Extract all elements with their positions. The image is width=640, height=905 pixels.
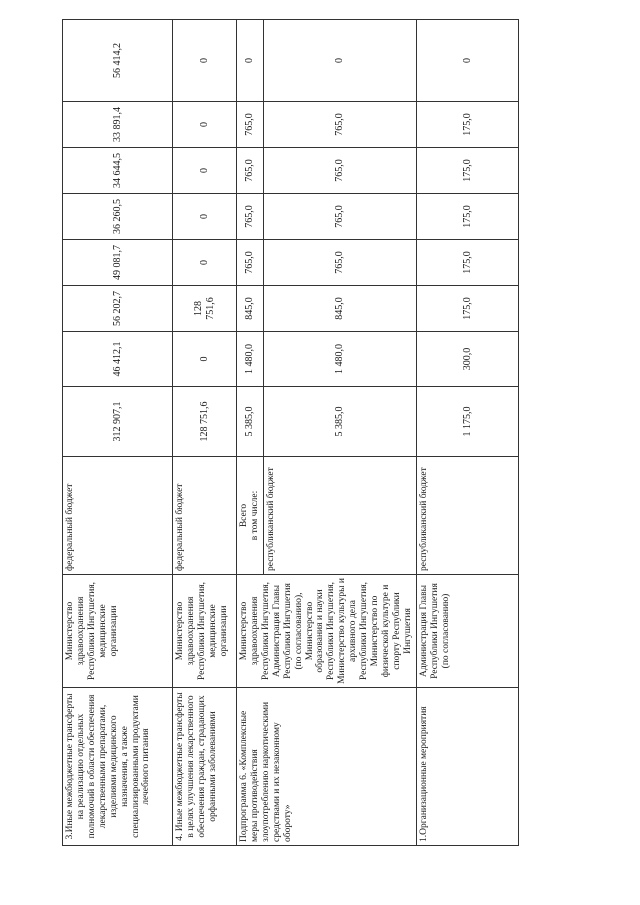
source-incl-label: в том числе: <box>249 490 260 541</box>
value-cell: 56 202,7 <box>63 286 173 332</box>
row-executor: Администрация Главы Республики Ингушетия (по согласованию) <box>416 575 518 688</box>
value-cell: 49 081,7 <box>63 240 173 286</box>
value-cell: 1 480,0 <box>264 332 416 387</box>
value-cell: 765,0 <box>237 240 264 286</box>
value-cell: 5 385,0 <box>237 387 264 457</box>
value-cell: 0 <box>173 194 237 240</box>
value-cell: 0 <box>173 332 237 387</box>
value-cell: 175,0 <box>416 148 518 194</box>
row-source: федеральный бюджет <box>173 457 237 575</box>
row-source: республиканский бюджет <box>416 457 518 575</box>
table-row <box>63 20 173 846</box>
row-executor: Министерство здравоохранения Республики Ингушетия, медицинские организации <box>173 575 237 688</box>
value-cell: 175,0 <box>416 194 518 240</box>
budget-table <box>62 19 519 846</box>
table-row <box>416 20 518 846</box>
row-source: федеральный бюджет <box>63 457 173 575</box>
value-cell: 765,0 <box>264 148 416 194</box>
value-cell: 300,0 <box>416 332 518 387</box>
value-cell: 128 751,6 <box>173 286 237 332</box>
row-source: республиканский бюджет <box>264 457 416 575</box>
value-cell: 845,0 <box>264 286 416 332</box>
row-name: 3.Иные межбюджетные трансферты на реализацию отдельных полномочий в области обеспечения лекарственными препаратами, изделиями медицинского назначения, а также специализированными продуктами лечебного питания <box>63 688 173 846</box>
value-cell: 175,0 <box>416 240 518 286</box>
value-cell: 33 891,4 <box>63 102 173 148</box>
value-cell: 0 <box>173 20 237 102</box>
value-cell: 0 <box>237 20 264 102</box>
value-cell: 765,0 <box>237 102 264 148</box>
value-cell: 1 480,0 <box>237 332 264 387</box>
value-cell: 128 751,6 <box>173 387 237 457</box>
value-cell: 34 644,5 <box>63 148 173 194</box>
row-source-total <box>237 457 264 575</box>
row-name: 1.Организационные мероприятия <box>416 688 518 846</box>
value-cell: 1 175,0 <box>416 387 518 457</box>
value-cell: 765,0 <box>264 102 416 148</box>
value-cell: 765,0 <box>237 194 264 240</box>
value-cell: 765,0 <box>264 194 416 240</box>
row-executor: Министерство здравоохранения Республики Ингушетия, медицинские организации <box>63 575 173 688</box>
value-cell: 0 <box>173 148 237 194</box>
value-cell: 765,0 <box>237 148 264 194</box>
document-page <box>62 20 514 846</box>
table-row <box>237 20 264 846</box>
row-executor: Министерство здравоохранения Республики Ингушетия, Администрация Главы Республики Ингушетия (по согласованию), Министерство образования и науки Республики Ингушетия, Министерство культуры и архивного дела Республики Ингушетия, Министерство по физической культуре и спорту Республики Ингушетия <box>237 575 417 688</box>
value-cell: 0 <box>173 102 237 148</box>
rotated-table-wrapper <box>62 20 514 846</box>
value-cell: 845,0 <box>237 286 264 332</box>
row-name: Подпрограмма 6. «Комплексные меры противодействия злоупотреблению наркотическими средствами и их незаконному обороту» <box>237 688 417 846</box>
value-cell: 5 385,0 <box>264 387 416 457</box>
value-cell: 765,0 <box>264 240 416 286</box>
value-cell: 46 412,1 <box>63 332 173 387</box>
value-cell: 56 414,2 <box>63 20 173 102</box>
value-cell: 36 260,5 <box>63 194 173 240</box>
value-cell: 0 <box>264 20 416 102</box>
table-row <box>173 20 237 846</box>
value-cell: 0 <box>416 20 518 102</box>
source-total-label: Всего <box>239 503 249 528</box>
value-cell: 312 907,1 <box>63 387 173 457</box>
value-cell: 175,0 <box>416 286 518 332</box>
value-cell: 175,0 <box>416 102 518 148</box>
row-name: 4. Иные межбюджетные трансферты в целях улучшения лекарственного обеспечения граждан, страдающих орфанными заболеваниями <box>173 688 237 846</box>
value-cell: 0 <box>173 240 237 286</box>
